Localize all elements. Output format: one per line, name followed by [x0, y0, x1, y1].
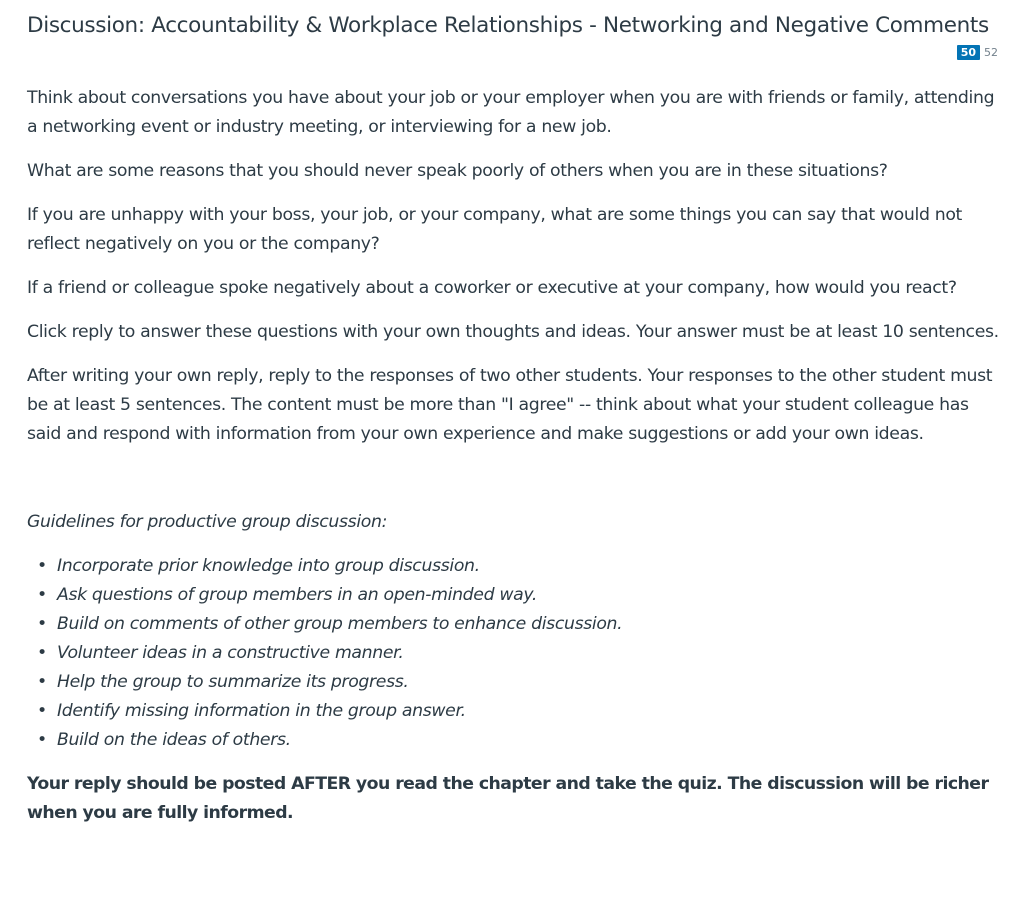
reply-count-badges [957, 45, 1002, 60]
guideline-text: Build on comments of other group members to enhance discussion. [57, 614, 623, 634]
bullet-icon: • [37, 556, 47, 576]
list-item [27, 552, 1007, 581]
list-item [27, 668, 1007, 697]
unread-count-badge[interactable]: 50 [957, 45, 980, 60]
prompt-paragraph: Think about conversations you have about your job or your employer when you are with friends or family, attending a networking event or industry meeting, or interviewing for a new job. [27, 88, 995, 137]
bullet-icon: • [37, 614, 47, 634]
prompt-paragraph: What are some reasons that you should never speak poorly of others when you are in these situations? [27, 161, 888, 181]
total-count-badge: 52 [984, 46, 998, 59]
prompt-paragraph: If you are unhappy with your boss, your job, or your company, what are some things you can say that would not reflect negatively on you or the company? [27, 205, 962, 254]
bullet-icon: • [37, 585, 47, 605]
prompt-paragraph: After writing your own reply, reply to the responses of two other students. Your responses to the other student must be at least 5 sentences. The content must be more than "I agree" -- think about what your student colleague has said and respond with information from your own experience and make suggestions or add your own ideas. [27, 366, 993, 444]
page-title: Discussion: Accountability & Workplace Relationships - Networking and Negative Comments [27, 13, 989, 38]
guidelines-title: Guidelines for productive group discussion: [27, 512, 388, 532]
spacer [27, 464, 1007, 508]
prompt-paragraph: Click reply to answer these questions with your own thoughts and ideas. Your answer must be at least 10 sentences. [27, 322, 999, 342]
bullet-icon: • [37, 701, 47, 721]
guideline-text: Incorporate prior knowledge into group discussion. [57, 556, 480, 576]
guideline-text: Ask questions of group members in an open-minded way. [57, 585, 538, 605]
guideline-text: Build on the ideas of others. [57, 730, 291, 750]
prompt-paragraph: If a friend or colleague spoke negatively about a coworker or executive at your company, how would you react? [27, 278, 957, 298]
guidelines-list [27, 552, 1007, 755]
bullet-icon: • [37, 643, 47, 663]
list-item [27, 639, 1007, 668]
list-item [27, 610, 1007, 639]
bullet-icon: • [37, 730, 47, 750]
discussion-body [27, 84, 1007, 843]
guideline-text: Help the group to summarize its progress. [57, 672, 409, 692]
guideline-text: Identify missing information in the group answer. [57, 701, 466, 721]
guideline-text: Volunteer ideas in a constructive manner. [57, 643, 404, 663]
list-item [27, 581, 1007, 610]
list-item [27, 697, 1007, 726]
final-note: Your reply should be posted AFTER you read the chapter and take the quiz. The discussion will be richer when you are fully informed. [27, 774, 989, 823]
bullet-icon: • [37, 672, 47, 692]
list-item [27, 726, 1007, 755]
